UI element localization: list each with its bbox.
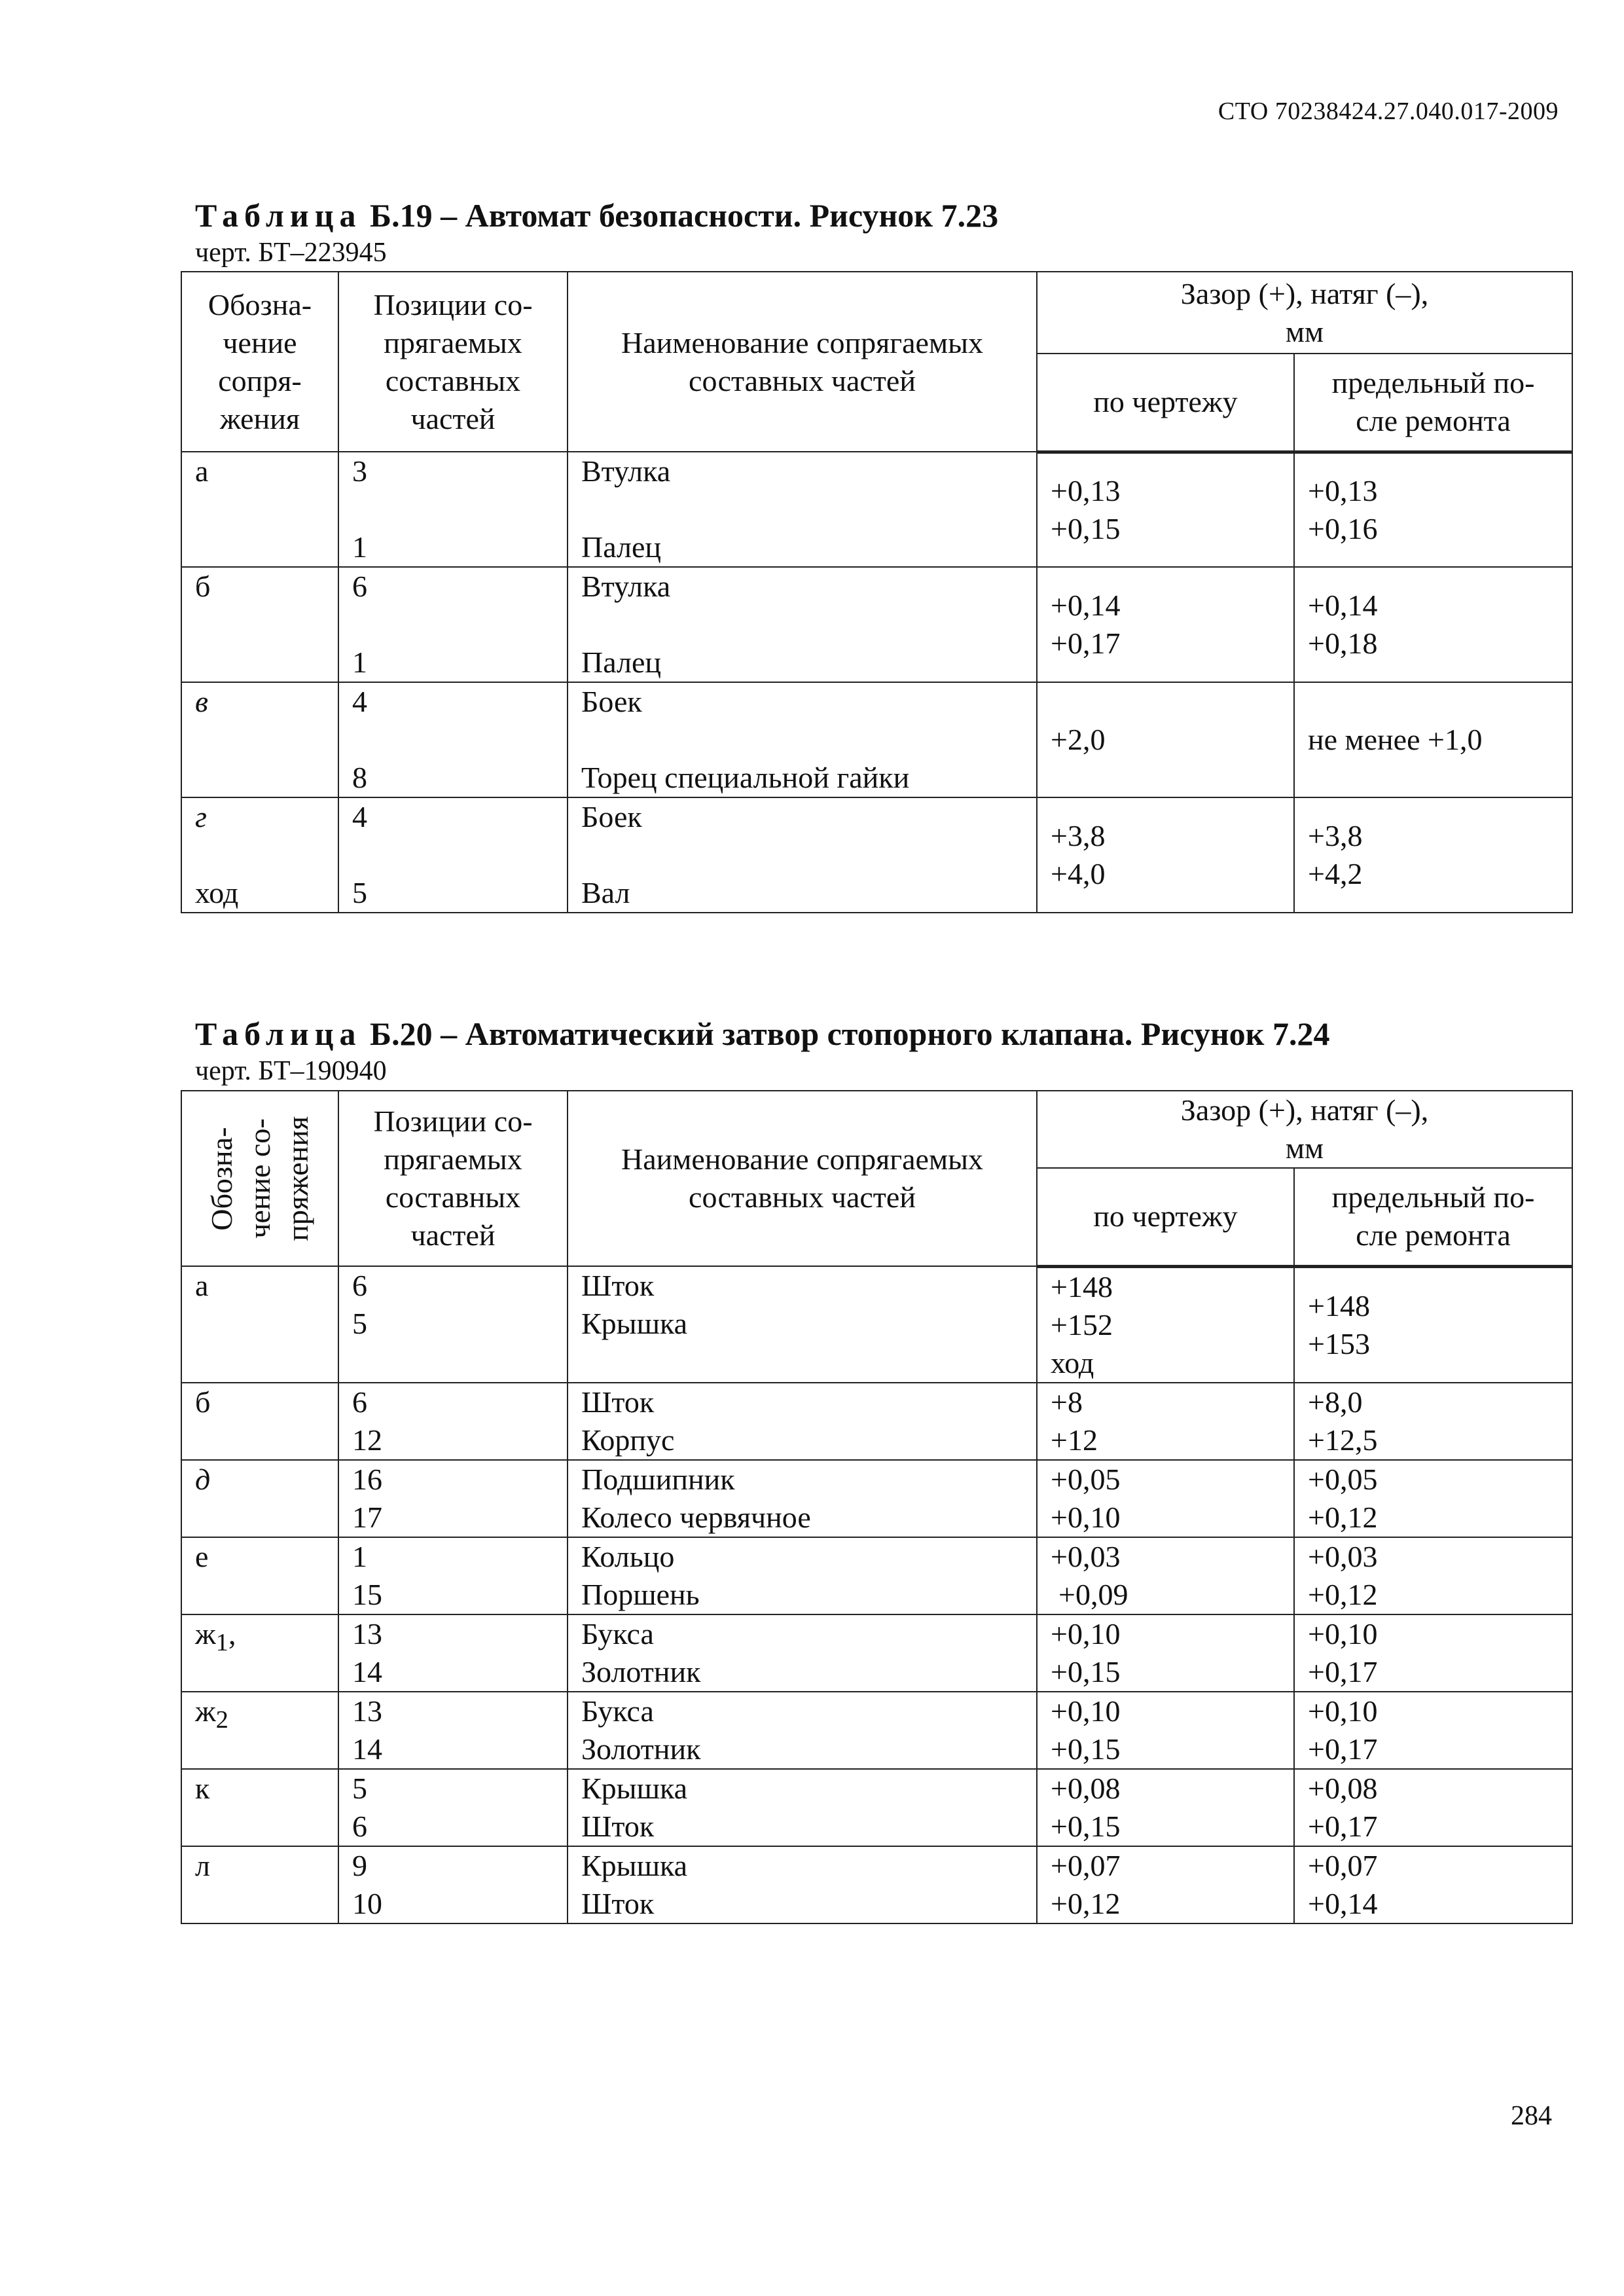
header-text: чение — [223, 325, 297, 359]
header-text: мм — [1285, 1131, 1324, 1165]
header-text: сле ремонта — [1356, 404, 1511, 438]
designation-cell — [181, 1537, 338, 1614]
part-names-cell — [568, 1614, 1037, 1692]
cell-text: 5 — [352, 876, 367, 909]
cell-text: ход — [195, 876, 239, 909]
cell-text: Палец — [581, 646, 662, 679]
table-19-title-text: Б.19 – Автомат безопасности. Рисунок 7.23 — [361, 197, 999, 234]
cell-text: +0,14 — [1051, 589, 1121, 622]
designation-cell — [181, 452, 338, 567]
cell-text: Боек — [581, 685, 642, 718]
cell-text: +0,05 — [1308, 1463, 1378, 1496]
positions-cell — [338, 1460, 568, 1537]
cell-text: +0,13 — [1051, 473, 1121, 507]
cell-text: +0,10 — [1308, 1617, 1378, 1650]
header-gap — [1037, 272, 1572, 354]
part-names-cell — [568, 682, 1037, 797]
cell-text: Шток — [581, 1385, 655, 1419]
cell-text: е — [195, 1540, 209, 1573]
cell-text: Колесо червячное — [581, 1501, 811, 1534]
cell-text: Торец специальной гайки — [581, 761, 910, 794]
cell-text: +152 — [1051, 1307, 1113, 1341]
limit-cell — [1294, 1266, 1572, 1383]
cell-text: +0,09 — [1058, 1578, 1128, 1611]
part-names-cell — [568, 1266, 1037, 1383]
header-positions — [338, 272, 568, 452]
header-text: жения — [220, 401, 300, 435]
designation-cell — [181, 1769, 338, 1846]
cell-text: ж — [195, 1617, 216, 1650]
header-text: предельный по- — [1331, 1180, 1535, 1214]
cell-text: +3,8 — [1308, 819, 1363, 852]
header-limit — [1294, 354, 1572, 452]
by-drawing-cell — [1037, 1846, 1294, 1923]
limit-cell — [1294, 1614, 1572, 1692]
cell-text: 5 — [352, 1307, 367, 1340]
positions-cell — [338, 1537, 568, 1614]
document-code: СТО 70238424.27.040.017-2009 — [1218, 98, 1559, 125]
cell-text: 5 — [352, 1772, 367, 1805]
header-text: прягаемых — [384, 325, 522, 359]
cell-text: к — [195, 1772, 210, 1805]
header-text: составных — [385, 363, 521, 397]
cell-text: +3,8 — [1051, 819, 1106, 852]
by-drawing-cell — [1037, 682, 1294, 797]
table-20 — [181, 1090, 1573, 1924]
cell-text: +8 — [1051, 1385, 1083, 1419]
limit-cell — [1294, 1383, 1572, 1460]
header-text: составных — [385, 1180, 521, 1214]
header-designation-vertical — [203, 1116, 317, 1241]
header-text: сле ремонта — [1356, 1218, 1511, 1252]
part-names-cell — [568, 452, 1037, 567]
cell-text: +153 — [1308, 1326, 1370, 1360]
cell-text: Крышка — [581, 1772, 688, 1805]
cell-text: а — [195, 1269, 209, 1302]
by-drawing-cell — [1037, 1692, 1294, 1769]
header-text: Позиции со- — [373, 287, 533, 321]
cell-text: ход — [1051, 1345, 1094, 1379]
limit-cell — [1294, 452, 1572, 567]
positions-cell — [338, 1769, 568, 1846]
table-row — [181, 1460, 1572, 1537]
positions-cell — [338, 1692, 568, 1769]
cell-text: 14 — [352, 1655, 382, 1688]
cell-text: +0,15 — [1051, 511, 1121, 545]
header-text: Наименование сопрягаемых — [621, 325, 983, 359]
header-positions — [338, 1091, 568, 1266]
cell-text: Кольцо — [581, 1540, 675, 1573]
cell-text: б — [195, 570, 211, 603]
cell-text: +148 — [1051, 1269, 1113, 1303]
cell-text: Шток — [581, 1810, 655, 1843]
cell-text: 14 — [352, 1732, 382, 1766]
cell-text: Втулка — [581, 454, 671, 488]
by-drawing-cell — [1037, 1460, 1294, 1537]
cell-text: 15 — [352, 1578, 382, 1611]
table-19 — [181, 271, 1573, 913]
cell-text: +0,13 — [1308, 473, 1378, 507]
designation-cell — [181, 1383, 338, 1460]
cell-text: +0,10 — [1051, 1501, 1121, 1534]
header-text: составных частей — [689, 1180, 916, 1214]
cell-text: д — [195, 1463, 211, 1496]
header-designation — [181, 272, 338, 452]
cell-text: Букса — [581, 1694, 654, 1728]
cell-text: 4 — [352, 800, 367, 833]
table-20-title-prefix: Таблица — [195, 1015, 362, 1052]
cell-text: +0,15 — [1051, 1732, 1121, 1766]
positions-cell — [338, 1266, 568, 1383]
cell-text: а — [195, 454, 209, 488]
cell-text: 12 — [352, 1423, 382, 1457]
cell-text: +148 — [1308, 1288, 1370, 1322]
table-row — [181, 452, 1572, 567]
cell-text: б — [195, 1385, 211, 1419]
cell-text: Подшипник — [581, 1463, 735, 1496]
header-designation — [181, 1091, 338, 1266]
header-text: прягаемых — [384, 1142, 522, 1176]
cell-text: 13 — [352, 1694, 382, 1728]
table-row — [181, 1266, 1572, 1383]
cell-text: л — [195, 1849, 210, 1882]
cell-text: 6 — [352, 1269, 367, 1302]
header-text: пряжения — [281, 1116, 314, 1241]
header-part-names — [568, 272, 1037, 452]
limit-cell — [1294, 1769, 1572, 1846]
header-text: Зазор (+), натяг (–), — [1180, 276, 1429, 310]
header-text: составных частей — [689, 363, 916, 397]
table-20-title-text: Б.20 – Автоматический затвор стопорного клапана. Рисунок 7.24 — [361, 1015, 1330, 1052]
cell-text: Поршень — [581, 1578, 700, 1611]
cell-text: +0,17 — [1308, 1655, 1378, 1688]
limit-cell — [1294, 1537, 1572, 1614]
designation-cell — [181, 1266, 338, 1383]
header-text: Позиции со- — [373, 1104, 533, 1138]
by-drawing-cell — [1037, 1769, 1294, 1846]
positions-cell — [338, 567, 568, 682]
designation-cell — [181, 1614, 338, 1692]
cell-text: Золотник — [581, 1655, 701, 1688]
cell-text: +0,07 — [1308, 1849, 1378, 1882]
header-text: мм — [1285, 314, 1324, 348]
part-names-cell — [568, 1460, 1037, 1537]
by-drawing-cell — [1037, 1537, 1294, 1614]
header-part-names — [568, 1091, 1037, 1266]
header-text: частей — [410, 401, 496, 435]
cell-text: +0,14 — [1308, 589, 1378, 622]
part-names-cell — [568, 567, 1037, 682]
cell-text: +4,2 — [1308, 857, 1363, 890]
cell-text: 4 — [352, 685, 367, 718]
table-row — [181, 1769, 1572, 1846]
cell-text: +0,17 — [1308, 1810, 1378, 1843]
table-row — [181, 1846, 1572, 1923]
cell-text: 3 — [352, 454, 367, 488]
page-number: 284 — [1511, 2101, 1552, 2131]
header-limit — [1294, 1168, 1572, 1266]
cell-text: г — [195, 800, 207, 833]
table-row — [181, 797, 1572, 913]
cell-text: Букса — [581, 1617, 654, 1650]
table-20-title — [195, 1015, 1329, 1053]
header-text: сопря- — [218, 363, 302, 397]
header-by-drawing: по чертежу — [1037, 1168, 1294, 1266]
positions-cell — [338, 797, 568, 913]
header-text: Зазор (+), натяг (–), — [1180, 1093, 1429, 1127]
cell-text: 1 — [352, 1540, 367, 1573]
cell-subscript: 1 — [215, 1629, 228, 1657]
part-names-cell — [568, 1692, 1037, 1769]
cell-text: Вал — [581, 876, 630, 909]
cell-subscript: 2 — [215, 1706, 228, 1734]
cell-text: 9 — [352, 1849, 367, 1882]
by-drawing-cell — [1037, 1614, 1294, 1692]
cell-text: 13 — [352, 1617, 382, 1650]
cell-text: +12 — [1051, 1423, 1098, 1457]
cell-text: +0,16 — [1308, 511, 1378, 545]
cell-text: Крышка — [581, 1307, 688, 1340]
designation-cell — [181, 567, 338, 682]
header-text: предельный по- — [1331, 366, 1535, 400]
positions-cell — [338, 1614, 568, 1692]
cell-text: +0,07 — [1051, 1849, 1121, 1882]
cell-text: 17 — [352, 1501, 382, 1534]
cell-text: +0,12 — [1308, 1578, 1378, 1611]
cell-text: +0,15 — [1051, 1655, 1121, 1688]
cell-text: , — [228, 1617, 236, 1650]
cell-text: +0,05 — [1051, 1463, 1121, 1496]
designation-cell — [181, 797, 338, 913]
positions-cell — [338, 1846, 568, 1923]
part-names-cell — [568, 1846, 1037, 1923]
cell-text: +0,14 — [1308, 1887, 1378, 1920]
part-names-cell — [568, 1769, 1037, 1846]
cell-text: 10 — [352, 1887, 382, 1920]
cell-text: 1 — [352, 530, 367, 564]
table-20-drawing-ref: черт. БТ–190940 — [195, 1056, 387, 1086]
positions-cell — [338, 1383, 568, 1460]
cell-text: 16 — [352, 1463, 382, 1496]
designation-cell — [181, 1460, 338, 1537]
limit-cell — [1294, 1460, 1572, 1537]
cell-text: +0,03 — [1051, 1540, 1121, 1573]
header-text: Обозна- — [208, 287, 312, 321]
limit-cell — [1294, 682, 1572, 797]
cell-text: +0,10 — [1308, 1694, 1378, 1728]
cell-text: 6 — [352, 1810, 367, 1843]
cell-text: Палец — [581, 530, 662, 564]
cell-text: Шток — [581, 1269, 655, 1302]
cell-text: 1 — [352, 646, 367, 679]
cell-text: +0,08 — [1051, 1772, 1121, 1805]
limit-cell — [1294, 1846, 1572, 1923]
cell-text: +12,5 — [1308, 1423, 1378, 1457]
by-drawing-cell — [1037, 1383, 1294, 1460]
cell-text: 6 — [352, 1385, 367, 1419]
header-text: чение со- — [243, 1118, 276, 1239]
by-drawing-cell — [1037, 1266, 1294, 1383]
cell-text: +4,0 — [1051, 857, 1106, 890]
cell-text: +0,10 — [1051, 1694, 1121, 1728]
table-row — [181, 682, 1572, 797]
cell-text: ж — [195, 1694, 216, 1728]
header-text: Наименование сопрягаемых — [621, 1142, 983, 1176]
by-drawing-cell — [1037, 452, 1294, 567]
table-19-drawing-ref: черт. БТ–223945 — [195, 238, 387, 268]
limit-cell — [1294, 1692, 1572, 1769]
designation-cell — [181, 1692, 338, 1769]
table-row — [181, 1692, 1572, 1769]
positions-cell — [338, 682, 568, 797]
cell-text: в — [195, 685, 208, 718]
cell-text: 8 — [352, 761, 367, 794]
cell-text: +2,0 — [1051, 723, 1106, 756]
positions-cell — [338, 452, 568, 567]
cell-text: 6 — [352, 570, 367, 603]
header-text: Обозна- — [205, 1126, 238, 1231]
table-row — [181, 567, 1572, 682]
cell-text: Шток — [581, 1887, 655, 1920]
cell-text: +0,08 — [1308, 1772, 1378, 1805]
table-row — [181, 1537, 1572, 1614]
limit-cell — [1294, 797, 1572, 913]
cell-text: +0,12 — [1308, 1501, 1378, 1534]
table-row — [181, 1614, 1572, 1692]
header-by-drawing: по чертежу — [1037, 354, 1294, 452]
cell-text: Крышка — [581, 1849, 688, 1882]
cell-text: +0,17 — [1051, 627, 1121, 660]
cell-text: Золотник — [581, 1732, 701, 1766]
cell-text: +0,03 — [1308, 1540, 1378, 1573]
header-gap — [1037, 1091, 1572, 1168]
cell-text: +0,12 — [1051, 1887, 1121, 1920]
part-names-cell — [568, 1537, 1037, 1614]
cell-text: Боек — [581, 800, 642, 833]
cell-text: +0,15 — [1051, 1810, 1121, 1843]
header-text: частей — [410, 1218, 496, 1252]
designation-cell — [181, 682, 338, 797]
by-drawing-cell — [1037, 797, 1294, 913]
cell-text: не менее +1,0 — [1308, 723, 1483, 756]
designation-cell — [181, 1846, 338, 1923]
table-19-title — [195, 196, 998, 234]
cell-text: +0,18 — [1308, 627, 1378, 660]
cell-text: +8,0 — [1308, 1385, 1363, 1419]
cell-text: Корпус — [581, 1423, 675, 1457]
cell-text: +0,10 — [1051, 1617, 1121, 1650]
part-names-cell — [568, 1383, 1037, 1460]
limit-cell — [1294, 567, 1572, 682]
cell-text: +0,17 — [1308, 1732, 1378, 1766]
part-names-cell — [568, 797, 1037, 913]
by-drawing-cell — [1037, 567, 1294, 682]
table-19-title-prefix: Таблица — [195, 197, 362, 234]
cell-text: Втулка — [581, 570, 671, 603]
table-row — [181, 1383, 1572, 1460]
